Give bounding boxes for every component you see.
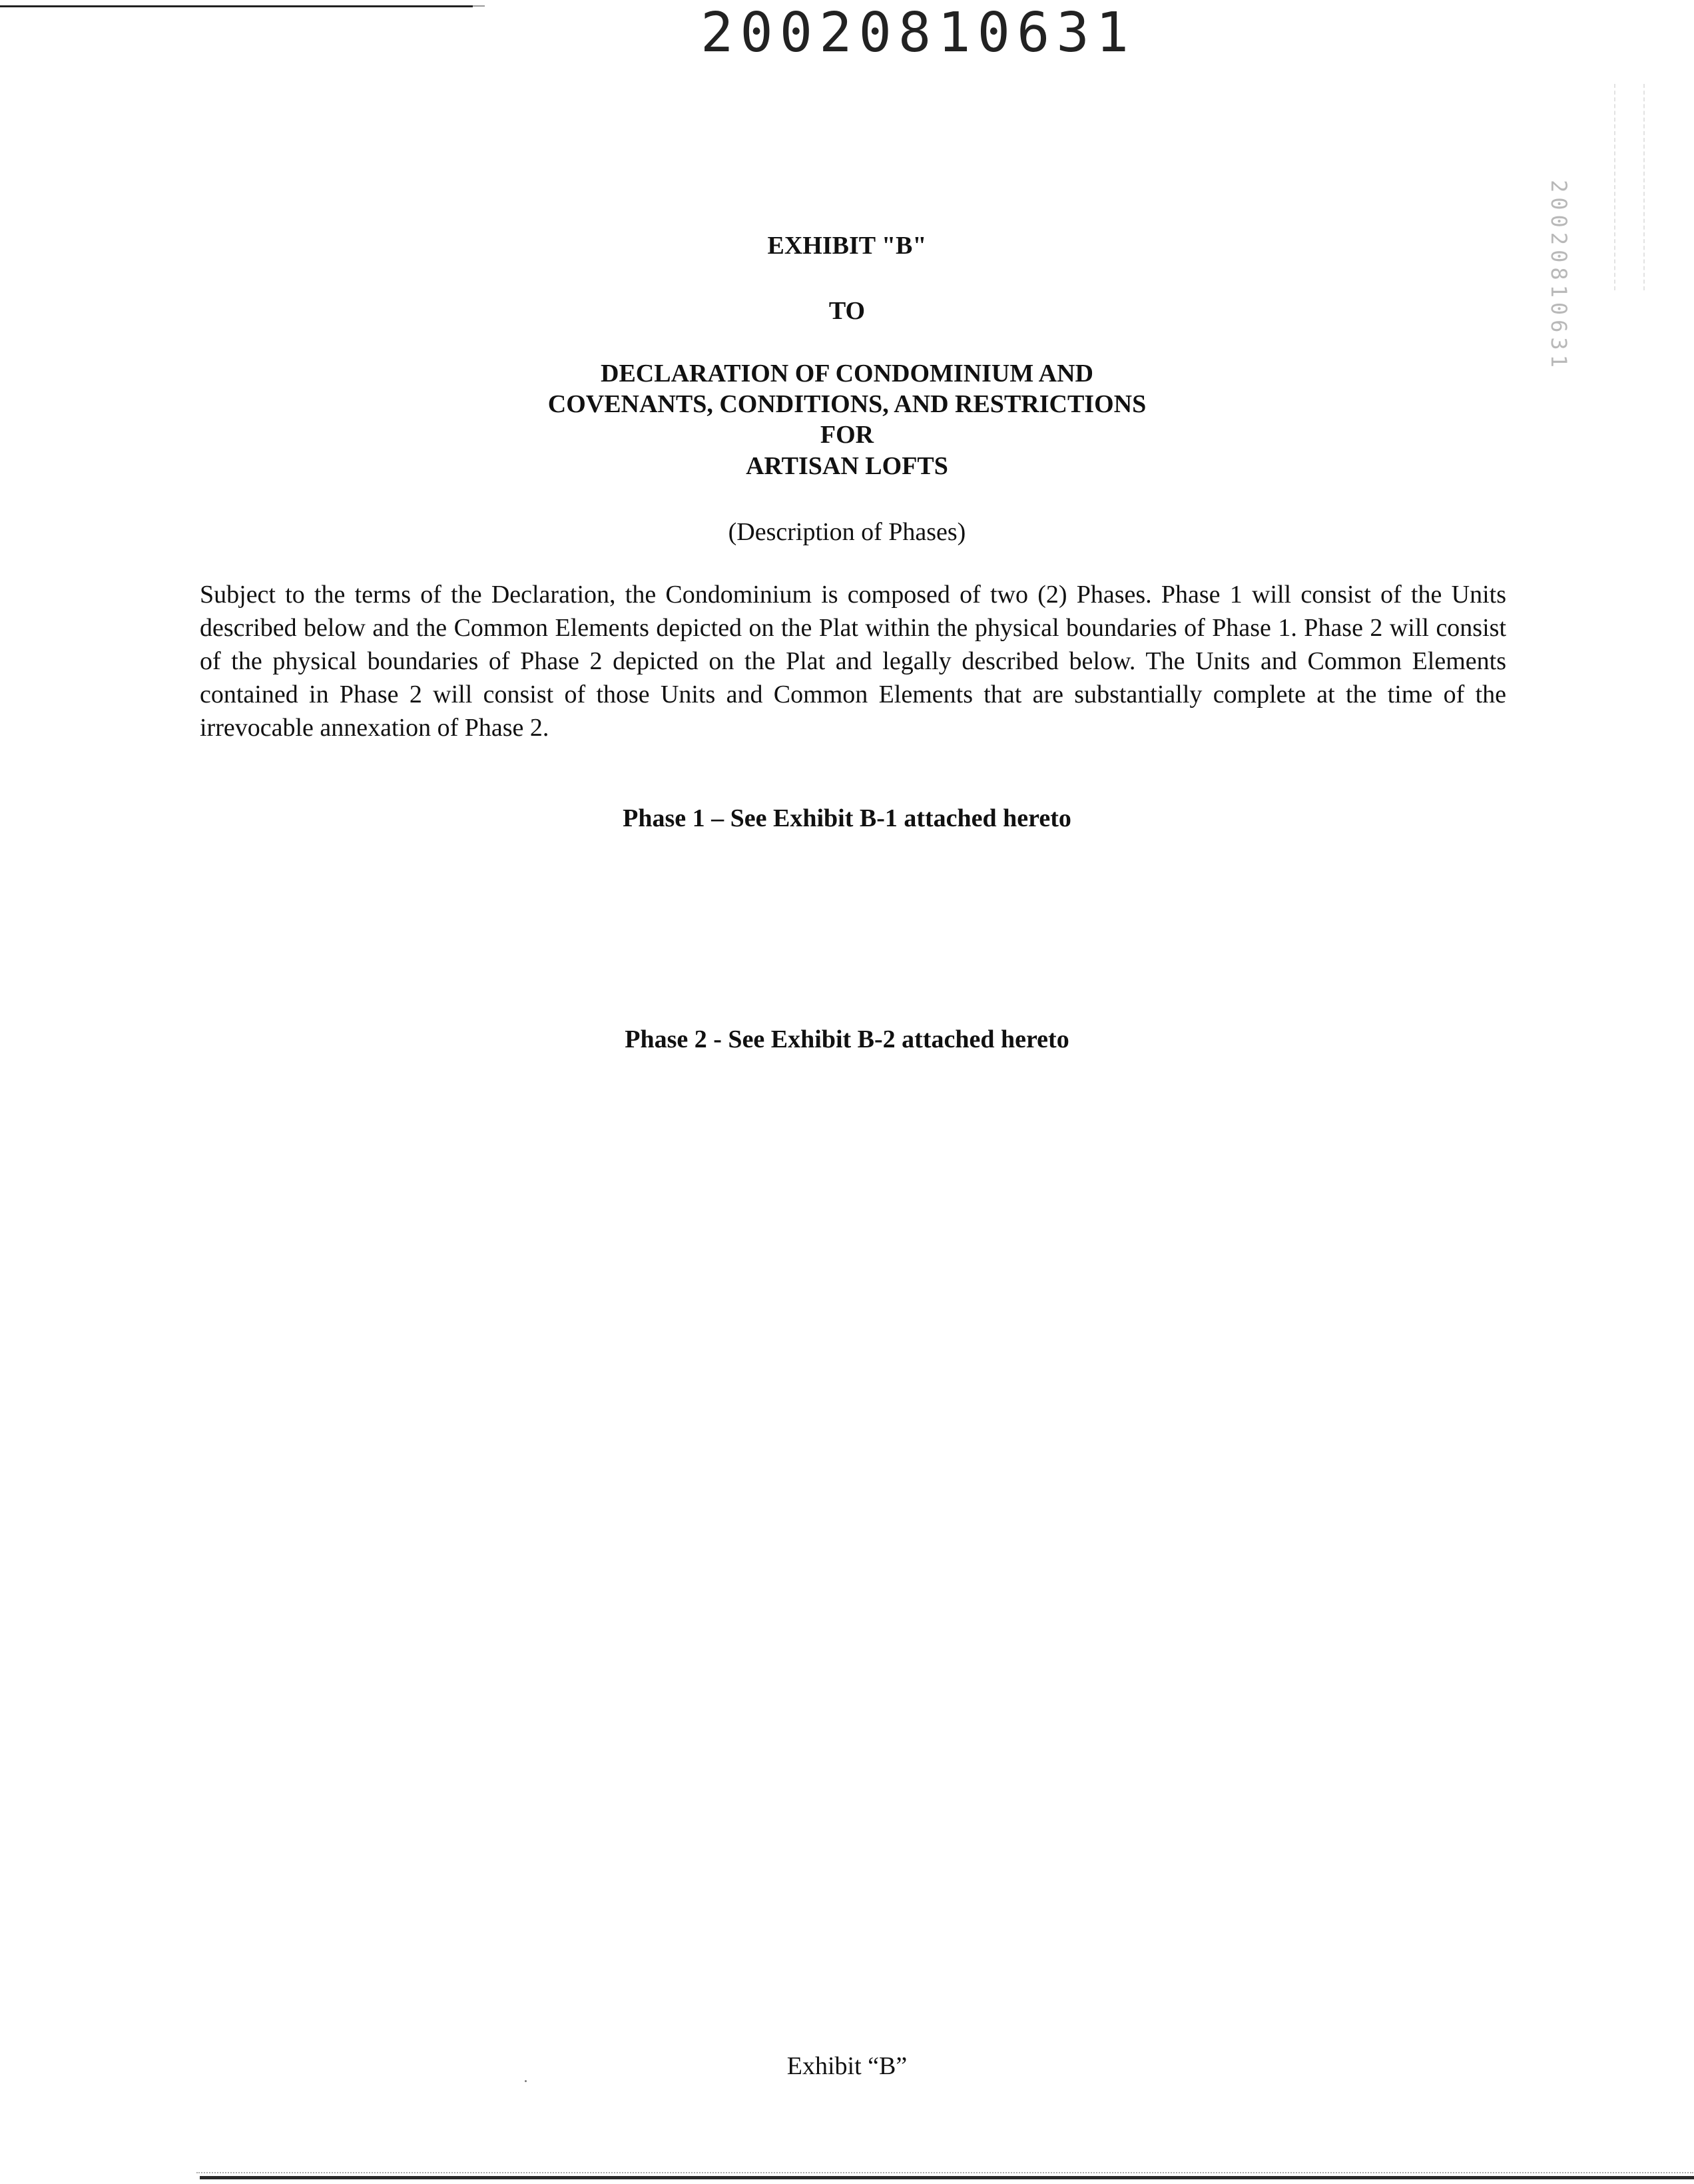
exhibit-heading: EXHIBIT "B" [767, 232, 927, 260]
recording-number: 20020810631 [701, 1, 1136, 65]
project-name-heading: ARTISAN LOFTS [746, 452, 948, 480]
declaration-heading-line2: COVENANTS, CONDITIONS, AND RESTRICTIONS [547, 390, 1147, 418]
side-recording-stamp: 20020810631 [1546, 180, 1571, 372]
phase-1-reference: Phase 1 – See Exhibit B-1 attached hereto [623, 804, 1071, 832]
footer-exhibit-label: Exhibit “B” [786, 2052, 908, 2080]
to-heading: TO [828, 297, 866, 325]
bottom-scan-dots [196, 2172, 1693, 2174]
for-heading: FOR [820, 421, 874, 449]
description-subheading: (Description of Phases) [728, 518, 966, 546]
top-scan-rule [0, 5, 473, 7]
phase-2-reference: Phase 2 - See Exhibit B-2 attached hereto [625, 1025, 1069, 1053]
declaration-heading-line1: DECLARATION OF CONDOMINIUM AND [601, 360, 1093, 388]
bottom-scan-rule [200, 2176, 1694, 2179]
body-paragraph: Subject to the terms of the Declaration, the Condominium is composed of two (2) Phases. Phase 1 will consist of the Units described below and the Common Elements depicted on the Plat within the physical boundaries of Phase 1. Phase 2 will consist of the physical boundaries of Phase 2 depicted on the Plat and legally described below. The Units and Common Elements contained in Phase 2 will consist of those Units and Common Elements that are substantially complete at the time of the irrevocable annexation of Phase 2. [200, 581, 1506, 742]
top-scan-rule-tail [473, 5, 485, 7]
